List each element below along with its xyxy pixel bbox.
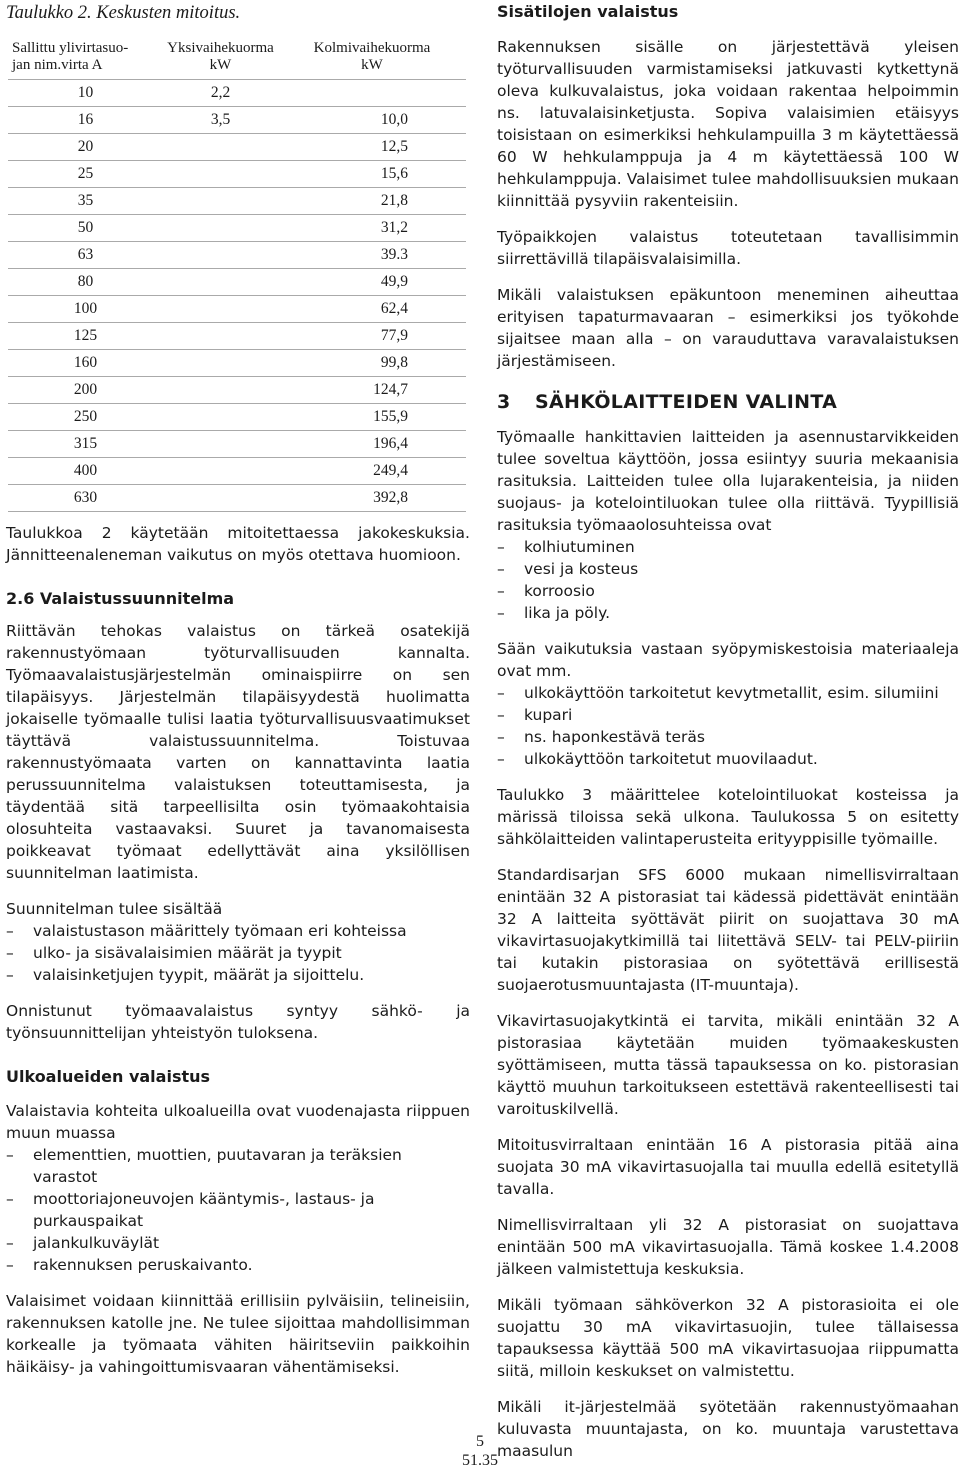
plan-contents-list [6,920,470,986]
plan-contents-intro: Suunnitelman tulee sisältää [6,900,223,918]
single-phase-cell [163,485,278,512]
chapter-number: 3 [497,391,511,413]
rated-current-cell: 630 [8,485,163,512]
indoor-lighting-heading: Sisätilojen valaistus [497,2,679,21]
rated-current-cell: 20 [8,134,163,161]
rated-current-cell: 160 [8,350,163,377]
enclosure-class-paragraph: Taulukko 3 määrittelee kotelointiluokat kosteissa ja märissä tiloissa sekä ulkona. Taulukossa 5 on esitetty sähkölaitteiden valintaperusteita erityyppisille työmaille. [497,786,959,848]
single-phase-cell [163,242,278,269]
single-phase-cell [163,188,278,215]
rated-current-cell: 35 [8,188,163,215]
list-item: – korroosio [497,580,959,602]
chapter-title: SÄHKÖLAITTEIDEN VALINTA [535,391,838,413]
stress-paragraph: Työmaalle hankittavien laitteiden ja asennustarvikkeiden tulee soveltua käyttöön, jossa esiintyy suuria mekaanisia rasituksia. Laitteiden tulee olla lujarakenteisia, ja niiden suojaus- ja kotelointiluokan tulee olla riittävä. Tyypillisiä rasituksia työmaaolosuhteissa ovat [497,428,959,534]
three-phase-cell: 77,9 [278,323,466,350]
socket-over-32a-paragraph: Nimellisvirraltaan yli 32 A pistorasiat on suojattava enintään 500 mA vikavirtasuojalla. Tämä koskee 1.4.2008 jälkeen valmistettuja keskuksia. [497,1216,959,1278]
list-item: – kolhiutuminen [497,536,959,558]
document-code: 51.35 [462,1452,498,1469]
three-phase-cell: 12,5 [278,134,466,161]
cooperation-paragraph: Onnistunut työmaavalaistus syntyy sähkö- ja työnsuunnittelijan yhteistyön tuloksena. [6,1002,470,1042]
table-row [8,377,466,404]
table-header-single-phase: Yksivaihekuorma kW [167,40,274,73]
rated-current-cell: 16 [8,107,163,134]
rated-current-cell: 25 [8,161,163,188]
three-phase-cell [278,80,466,107]
list-item: – moottoriajoneuvojen kääntymis-, lastaus- ja purkauspaikat [6,1188,470,1232]
fuse-sizing-table [8,36,466,512]
it-system-paragraph: Mikäli it-järjestelmää syötetään rakennustyömaahan kuluvasta muuntajasta, on ko. muuntaja varustettava maasulun [497,1398,959,1460]
list-item: – elementtien, muottien, puutavaran ja teräksien varastot [6,1144,470,1188]
table-row [8,404,466,431]
luminaire-mounting-paragraph: Valaisimet voidaan kiinnittää erillisiin pylväisiin, telineisiin, rakennuksen katolle jne. Ne tulee sijoittaa mahdollisimman korkealle ja työmaata vähiten häiritseviin paikkoihin häikäisy- ja vahingoittumisvaaran vähentämiseksi. [6,1292,470,1376]
table-header-row [8,36,466,80]
table-row [8,107,466,134]
three-phase-cell: 15,6 [278,161,466,188]
single-phase-cell [163,431,278,458]
rated-current-cell: 200 [8,377,163,404]
table-body [8,80,466,512]
rated-current-cell: 400 [8,458,163,485]
socket-16a-paragraph: Mitoitusvirraltaan enintään 16 A pistorasia pitää aina suojata 30 mA vikavirtasuojalla tai muulla edellä esitetyllä tavalla. [497,1136,959,1198]
single-phase-cell [163,377,278,404]
single-phase-cell: 3,5 [163,107,278,134]
three-phase-cell: 62,4 [278,296,466,323]
list-item: – vesi ja kosteus [497,558,959,580]
indoor-paragraph-1: Rakennuksen sisälle on järjestettävä yleisen työturvallisuuden varmistamiseksi jatkuvasti kytkettynä oleva kulkuvalaistus, joka voidaan rakentaa helpoimmin ns. latuvalaisinketjusta. Sopiva valaisimien etäisyys toisistaan on esimerkiksi hehkulampuilla 3 m käytettäessä 60 W hehkulamppuja ja 4 m käytettäessä 100 W hehkulamppuja. Valaisimet tulee mahdollisuuksien mukaan kiinnittää pysyviin rakenteisiin. [497,38,959,210]
three-phase-cell: 155,9 [278,404,466,431]
rated-current-cell: 80 [8,269,163,296]
rated-current-cell: 250 [8,404,163,431]
unprotected-32a-paragraph: Mikäli työmaan sähköverkon 32 A pistorasioita ei ole suojattu 30 mA vikavirtasuojin, tulee tällaisessa tapauksessa käyttää 500 mA vikavirtasuojaa riippumatta siitä, milloin keskukset on valmistettu. [497,1296,959,1380]
table-row [8,431,466,458]
list-item: – ulkokäyttöön tarkoitetut muovilaadut. [497,748,959,770]
list-item: – jalankulkuväylät [6,1232,470,1254]
rcd-exception-paragraph: Vikavirtasuojakytkintä ei tarvita, mikäli enintään 32 A pistorasiaa käytetään muiden työmaakeskusten syöttämiseen, mutta tässä tapauksessa on ko. pistorasian käyttö muuhun tarkoitukseen estettävä rakenteellisesti tai varoituskilvellä. [497,1012,959,1118]
three-phase-cell: 10,0 [278,107,466,134]
table-row [8,296,466,323]
single-phase-cell [163,161,278,188]
table-row [8,269,466,296]
left-column [6,0,470,1378]
table-header-three-phase: Kolmivaihekuorma kW [313,40,431,73]
rated-current-cell: 315 [8,431,163,458]
three-phase-cell: 49,9 [278,269,466,296]
single-phase-cell [163,269,278,296]
chapter-heading [497,390,959,414]
right-column [497,0,959,1462]
three-phase-cell: 124,7 [278,377,466,404]
table-row [8,215,466,242]
single-phase-cell [163,458,278,485]
table-row [8,323,466,350]
single-phase-cell [163,404,278,431]
list-item: – ulko- ja sisävalaisimien määrät ja tyypit [6,942,470,964]
indoor-paragraph-3: Mikäli valaistuksen epäkuntoon meneminen aiheuttaa erityisen tapaturmavaaran – esimerkiksi jos työkohde sijaitsee maan alla – on varauduttava varavalaistuksen järjestämiseen. [497,286,959,370]
list-item: – lika ja pöly. [497,602,959,624]
lighting-plan-paragraph: Riittävän tehokas valaistus on tärkeä osatekijä rakennustyömaan työturvallisuuden kannalta. Työmaavalaistusjärjestelmän ominaispiirre on sen tilapäisyys. Järjestelmän tilapäisyydestä huolimatta jokaiselle työmaalle tulisi laatia työturvallisuusvaatimukset täyttävä valaistussuunnitelma. Toistuvaa rakennustyömaata varten on kannattavinta laatia perussuunnitelma valaistuksen toteuttamisesta, ja täydentää sitä tarpeellisilta osin työmaakohtaisia olosuhteita vastaavaksi. Suuret ja tavanomaisesta poikkeavat työmaat edellyttävät aina yksilöllisen suunnitelman laatimista. [6,622,470,882]
single-phase-cell [163,215,278,242]
single-phase-cell: 2,2 [163,80,278,107]
table-row [8,80,466,107]
list-item: – valaisinketjujen tyypit, määrät ja sijoittelu. [6,964,470,986]
list-item: – rakennuksen peruskaivanto. [6,1254,470,1276]
stress-list [497,536,959,624]
page-number: 5 [476,1433,484,1450]
list-item: – ns. haponkestävä teräs [497,726,959,748]
single-phase-cell [163,134,278,161]
rated-current-cell: 10 [8,80,163,107]
section-heading-lighting-plan: 2.6 Valaistussuunnitelma [6,589,235,608]
table-caption: Taulukko 2. Keskusten mitoitus. [6,3,241,23]
table-row [8,350,466,377]
outdoor-intro: Valaistavia kohteita ulkoalueilla ovat vuodenajasta riippuen muun muassa [6,1102,470,1142]
table-note: Taulukkoa 2 käytetään mitoitettaessa jakokeskuksia. Jännitteenaleneman vaikutus on myös otettava huomioon. [6,524,470,564]
list-item: – ulkokäyttöön tarkoitetut kevytmetallit, esim. silumiini [497,682,959,704]
rated-current-cell: 63 [8,242,163,269]
single-phase-cell [163,350,278,377]
indoor-paragraph-2: Työpaikkojen valaistus toteutetaan tavallisimmin siirrettävillä tilapäisvalaisimilla. [497,228,959,268]
three-phase-cell: 39.3 [278,242,466,269]
list-item: – kupari [497,704,959,726]
rated-current-cell: 100 [8,296,163,323]
table-row [8,161,466,188]
three-phase-cell: 249,4 [278,458,466,485]
three-phase-cell: 392,8 [278,485,466,512]
outdoor-lighting-heading: Ulkoalueiden valaistus [6,1067,211,1086]
table-row [8,485,466,512]
three-phase-cell: 99,8 [278,350,466,377]
three-phase-cell: 21,8 [278,188,466,215]
three-phase-cell: 31,2 [278,215,466,242]
single-phase-cell [163,323,278,350]
list-item: – valaistustason määrittely työmaan eri kohteissa [6,920,470,942]
sfs6000-paragraph: Standardisarjan SFS 6000 mukaan nimellisvirraltaan enintään 32 A pistorasiat tai kädessä pidettävät enintään 32 A laitteita syöttävät piirit on suojattava 30 mA vikavirtasuojakytkimillä tai liitettävä SELV- tai PELV-piiriin tai kutakin pistorasiaa on syötettävä erillisestä suojaerotusmuuntajasta (IT-muuntaja). [497,866,959,994]
materials-list [497,682,959,770]
materials-paragraph: Sään vaikutuksia vastaan syöpymiskestoisia materiaaleja ovat mm. [497,640,959,680]
three-phase-cell: 196,4 [278,431,466,458]
table-row [8,188,466,215]
single-phase-cell [163,296,278,323]
table-row [8,458,466,485]
table-row [8,134,466,161]
rated-current-cell: 50 [8,215,163,242]
rated-current-cell: 125 [8,323,163,350]
table-header-rated-current: Sallittu ylivirtasuo- jan nim.virta A [12,40,129,73]
outdoor-targets-list [6,1144,470,1276]
table-row [8,242,466,269]
